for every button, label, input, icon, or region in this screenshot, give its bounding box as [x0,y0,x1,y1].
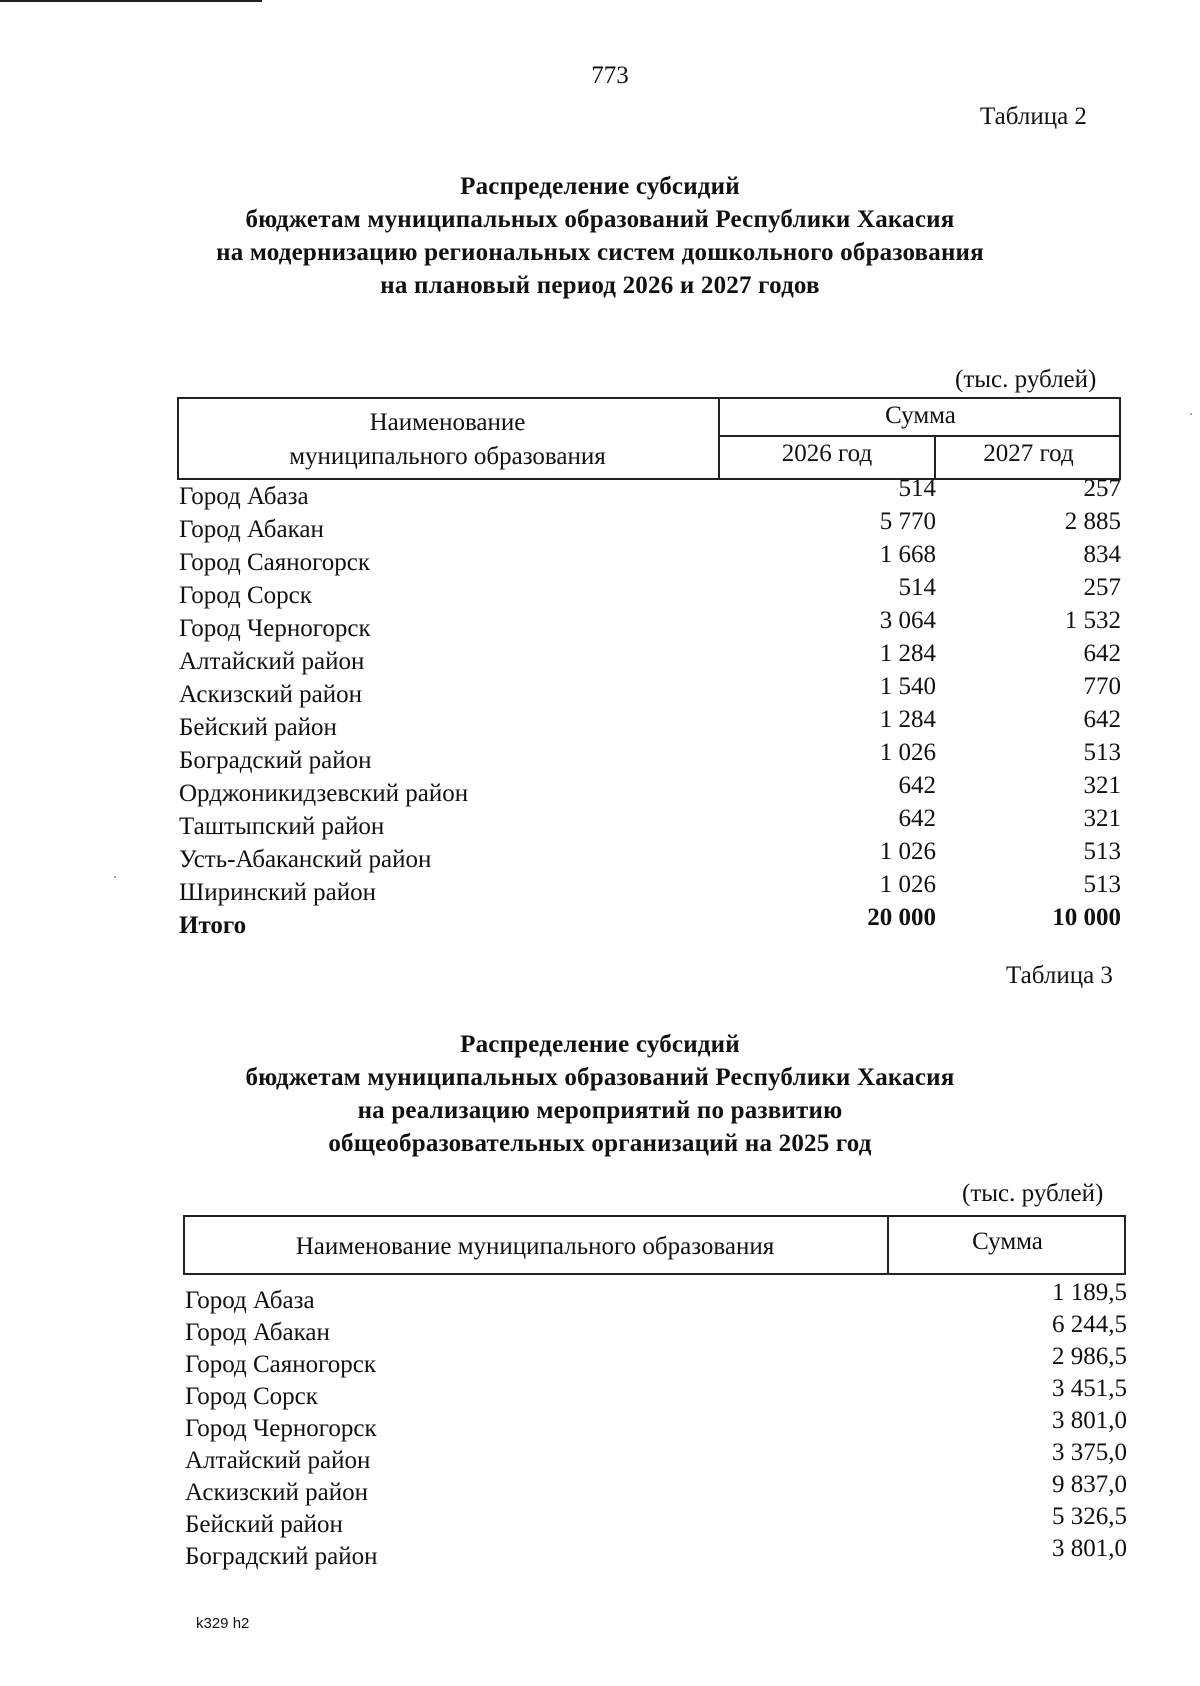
value-2027: 642 [1083,706,1121,733]
table2-header-name: муниципального образования [289,443,606,470]
municipality-name: Город Черногорск [185,1415,377,1442]
municipality-name: Город Сорск [179,582,312,609]
table-row [0,805,1200,840]
footer-code: k329 h2 [196,1615,250,1632]
table-row [0,838,1200,873]
table-row [0,541,1200,576]
value-2027: 642 [1083,640,1121,667]
scan-speck [1190,413,1192,415]
table-row [0,1311,1200,1346]
value-2027: 2 885 [1064,508,1121,535]
page-number: 773 [591,62,629,89]
total-2027: 10 000 [1052,904,1121,931]
table3-title-line: Распределение субсидий [460,1031,740,1058]
table-row [0,706,1200,741]
table3-unit: (тыс. рублей) [962,1180,1104,1207]
municipality-name: Город Абакан [179,516,324,543]
municipality-name: Алтайский район [179,648,365,675]
table-row [0,772,1200,807]
table2-title [150,170,1050,302]
municipality-name: Аскизский район [179,681,363,708]
municipality-name: Боградский район [185,1543,378,1570]
municipality-name: Город Абакан [185,1319,330,1346]
municipality-name: Усть-Абаканский район [179,846,432,873]
municipality-name: Город Абаза [179,483,309,510]
municipality-name: Город Черногорск [179,615,371,642]
municipality-name: Орджоникидзевский район [179,780,469,807]
table-row [0,574,1200,609]
table2-label: Таблица 2 [980,103,1087,130]
table-row [0,640,1200,675]
value-2026: 1 668 [879,541,936,568]
table-row [0,1279,1200,1314]
value-2026: 514 [898,475,936,502]
table2-title-line: бюджетам муниципальных образований Республики Хакасия [245,206,955,233]
value-2026: 514 [898,574,936,601]
value-2027: 513 [1083,739,1121,766]
table2-header-sum: Сумма [885,402,956,429]
table3-header-sum: Сумма [972,1228,1043,1255]
municipality-name: Город Сорск [185,1383,318,1410]
municipality-name: Бейский район [185,1511,343,1538]
value-2026: 1 026 [879,871,936,898]
value-2026: 1 284 [879,706,936,733]
value-2027: 257 [1083,574,1121,601]
value-2026: 1 026 [879,838,936,865]
value-2026: 642 [898,772,936,799]
table2-unit: (тыс. рублей) [955,366,1097,393]
table-row [0,1439,1200,1474]
value-2025: 3 451,5 [1052,1375,1127,1402]
table-row [0,1503,1200,1538]
value-2027: 770 [1083,673,1121,700]
table-row [0,1343,1200,1378]
value-2026: 1 540 [879,673,936,700]
table2-header-name: Наименование [369,409,526,436]
table3-title-line: на реализацию мероприятий по развитию [357,1097,843,1124]
municipality-name: Город Саяногорск [179,549,371,576]
value-2026: 3 064 [879,607,936,634]
total-row [0,904,1200,939]
value-2027: 321 [1083,772,1121,799]
value-2025: 1 189,5 [1052,1279,1127,1306]
municipality-name: Город Саяногорск [185,1351,377,1378]
value-2025: 2 986,5 [1052,1343,1127,1370]
value-2026: 642 [898,805,936,832]
municipality-name: Таштыпский район [179,813,385,840]
value-2025: 9 837,0 [1052,1471,1127,1498]
value-2025: 3 801,0 [1052,1535,1127,1562]
municipality-name: Боградский район [179,747,372,774]
municipality-name: Бейский район [179,714,337,741]
municipality-name: Аскизский район [185,1479,369,1506]
table3-title-line: общеобразовательных организаций на 2025 год [328,1130,872,1157]
total-label: Итого [179,912,247,939]
table3-label: Таблица 3 [1006,962,1113,989]
table2-header-year-2026: 2026 год [781,440,873,467]
value-2026: 1 026 [879,739,936,766]
top-rule [0,0,262,2]
value-2025: 3 375,0 [1052,1439,1127,1466]
table-row [0,508,1200,543]
table3-title [150,1028,1050,1160]
table-row [0,475,1200,510]
table3-title-line: бюджетам муниципальных образований Республики Хакасия [245,1064,955,1091]
value-2027: 321 [1083,805,1121,832]
value-2027: 513 [1083,838,1121,865]
value-2027: 834 [1083,541,1121,568]
value-2025: 5 326,5 [1052,1503,1127,1530]
municipality-name: Алтайский район [185,1447,371,1474]
municipality-name: Город Абаза [185,1287,315,1314]
value-2027: 513 [1083,871,1121,898]
table2-title-line: на плановый период 2026 и 2027 годов [380,272,820,299]
value-2025: 6 244,5 [1052,1311,1127,1338]
table-row [0,739,1200,774]
table-row [0,607,1200,642]
table3-header-name: Наименование муниципального образования [295,1233,775,1260]
table-row [0,1471,1200,1506]
value-2027: 257 [1083,475,1121,502]
value-2026: 1 284 [879,640,936,667]
municipality-name: Ширинский район [179,879,376,906]
table2-title-line: Распределение субсидий [460,173,740,200]
value-2027: 1 532 [1064,607,1121,634]
table-row [0,1535,1200,1570]
table2-header-year-2027: 2027 год [983,440,1074,467]
table-row [0,871,1200,906]
table2-title-line: на модернизацию региональных систем дошкольного образования [216,239,984,266]
table-row [0,1375,1200,1410]
value-2026: 5 770 [879,508,936,535]
scan-speck [114,876,116,878]
table-row [0,673,1200,708]
total-2026: 20 000 [867,904,936,931]
table-row [0,1407,1200,1442]
value-2025: 3 801,0 [1052,1407,1127,1434]
